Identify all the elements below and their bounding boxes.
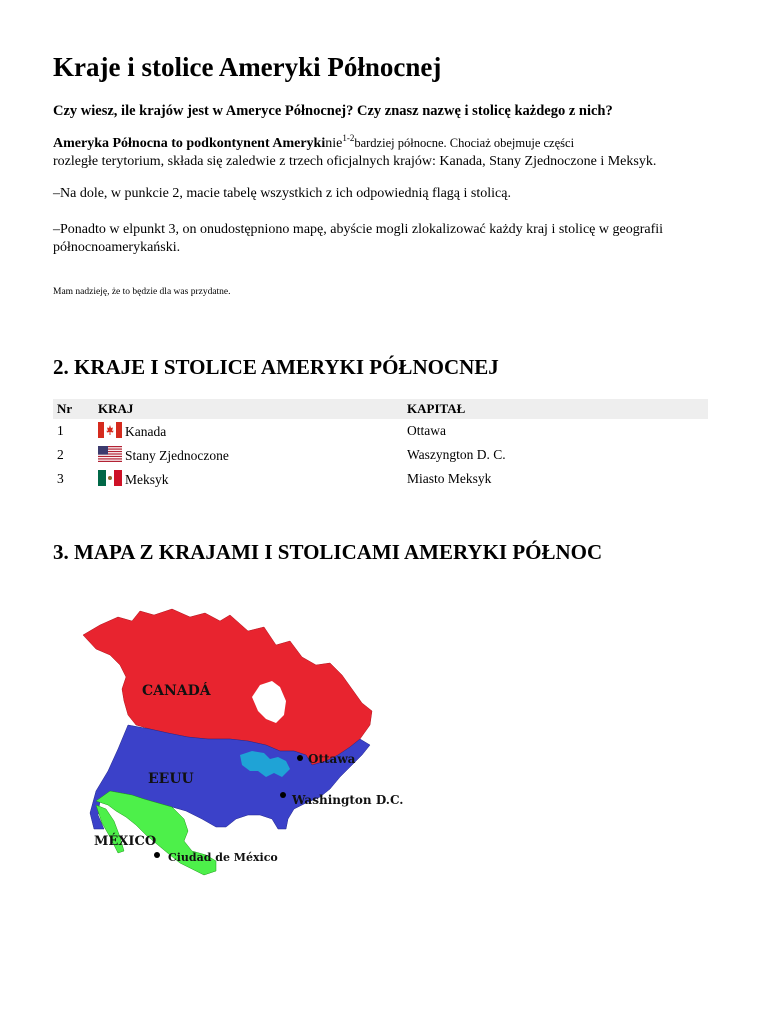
table-row [53,467,708,491]
intro-part3: rozległe terytorium, składa się zaledwie z trzech oficjalnych krajów: Kanada, Stany Zjednoczone i Meksyk. [53,154,657,169]
row-number: 1 [57,423,64,438]
map-label-canada: CANADÁ [142,683,211,699]
intro-superscript: 1-2 [342,133,355,143]
mexico-flag-icon [98,470,122,486]
country-name: Kanada [125,424,167,439]
capital-cell: Ottawa [407,423,446,438]
map-label-washington: Washington D.C. [292,793,404,807]
column-header-country: KRAJ [98,401,134,416]
intro-question: Czy wiesz, ile krajów jest w Ameryce Północnej? Czy znasz nazwę i stolicę każdego z nich? [53,103,613,119]
page-title: Kraje i stolice Ameryki Północnej [53,52,442,82]
countries-table [53,399,708,491]
north-america-map [80,605,460,895]
intro-part2: bardziej północne. Chociaż obejmuje części [354,136,575,150]
map-label-ottawa: Ottawa [308,752,356,766]
point-2-text: –Na dole, w punkcie 2, macie tabelę wszystkich z ich odpowiednią flagą i stolicą. [53,186,511,201]
country-name: Meksyk [125,472,169,487]
country-cell [94,467,403,491]
country-cell [94,419,403,443]
capital-cell: Miasto Meksyk [407,471,492,486]
closing-note: Mam nadzieję, że to będzie dla was przydatne. [53,287,231,297]
column-header-nr: Nr [57,401,73,416]
table-row [53,443,708,467]
map-label-usa: EEUU [148,771,194,787]
country-name: Stany Zjednoczone [125,448,229,463]
intro-part1: nie [325,136,343,151]
section-2-heading: 2. KRAJE I STOLICE AMERYKI PÓŁNOCNEJ [53,355,499,379]
column-header-capital: KAPITAŁ [407,401,466,416]
canada-flag-icon [98,422,122,438]
country-cell [94,443,403,467]
map-label-mexico-city: Ciudad de México [168,851,278,864]
row-number: 2 [57,447,64,462]
table-header-row [53,399,708,419]
row-number: 3 [57,471,64,486]
intro-bold: Ameryka Północna to podkontynent Ameryki [53,136,326,151]
table-row [53,419,708,443]
capital-cell: Waszyngton D. C. [407,447,506,462]
washington-marker [280,792,286,798]
mexico-city-marker [154,852,160,858]
point-3-text: –Ponadto w elpunkt 3, on onudostępniono mapę, abyście mogli zlokalizować każdy kraj i stolicę w geografii północnoamerykański. [53,222,664,255]
usa-flag-icon [98,446,122,462]
intro-paragraph [53,134,713,171]
section-3-heading: 3. MAPA Z KRAJAMI I STOLICAMI AMERYKI PÓŁNOC [53,540,603,564]
ottawa-marker [297,755,303,761]
map-label-mexico: MÉXICO [94,834,157,849]
